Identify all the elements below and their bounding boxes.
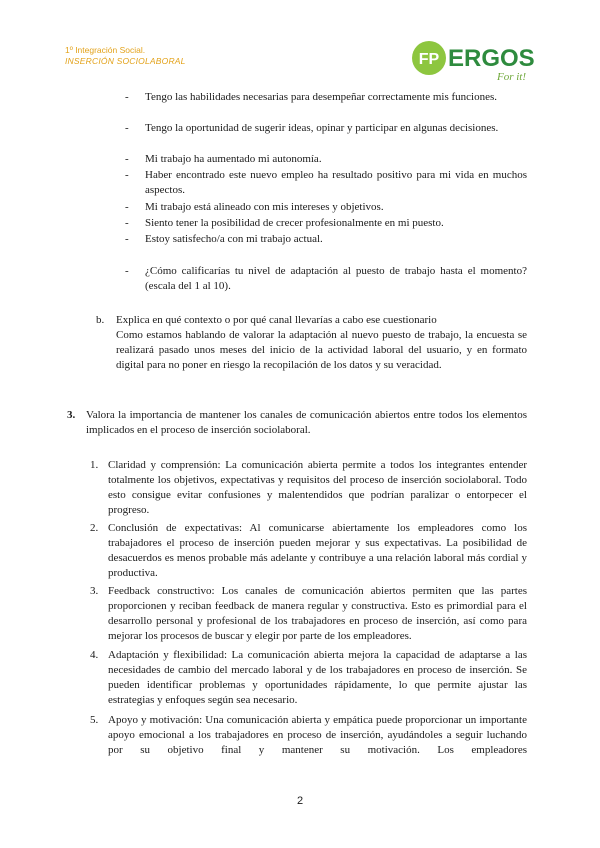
- bullet-text: ¿Cómo calificarías tu nivel de adaptación al puesto de trabajo hasta el momento? (escala del 1 al 10).: [145, 265, 527, 292]
- point-marker: 5.: [90, 714, 99, 726]
- bullet-text: Estoy satisfecho/a con mi trabajo actual.: [145, 233, 323, 245]
- bullet-item: [145, 168, 527, 198]
- bullet-marker: -: [125, 91, 129, 103]
- bullet-item: [145, 152, 527, 167]
- point-text: Apoyo y motivación: Una comunicación abierta y empática puede proporcionar un importante apoyo emocional a los trabajadores en proceso de inserción, ayudándoles a seguir luchando por su objetivo final y mantener su motivación. Los empleadores: [108, 714, 527, 756]
- bullet-item: [145, 121, 527, 136]
- point-text: Claridad y comprensión: La comunicación abierta permite a todos los integrantes entender totalmente los objetivos, expectativas y requisitos del proceso de inserción sociolaboral. Todo esto consigue evitar confusiones y malentendidos que podrían paralizar o entorpecer el progreso.: [108, 459, 527, 516]
- bullet-text: Tengo las habilidades necesarias para desempeñar correctamente mis funciones.: [145, 91, 497, 103]
- header-module: INSERCIÓN SOCIOLABORAL: [65, 56, 186, 66]
- bullet-text: Mi trabajo está alineado con mis intereses y objetivos.: [145, 201, 384, 213]
- bullet-text: Siento tener la posibilidad de crecer profesionalmente en mi puesto.: [145, 217, 444, 229]
- bullet-item: [145, 232, 527, 247]
- bullet-item: [145, 90, 527, 105]
- question-3-number: 3.: [67, 409, 76, 421]
- header-course: 1º Integración Social.: [65, 45, 146, 55]
- document-header: [65, 45, 186, 67]
- logo-tagline-text: For it!: [497, 71, 527, 83]
- section-b-heading: Explica en qué contexto o por qué canal llevarías a cabo ese cuestionario: [116, 314, 437, 326]
- point-text: Conclusión de expectativas: Al comunicarse abiertamente los empleadores como los trabajadores el proceso de inserción pueden mejorar y sus expectativas. La posibilidad de desacuerdos es menos probable más adelante y contribuye a una relación laboral más cordial y productiva.: [108, 522, 527, 579]
- bullet-marker: -: [125, 265, 129, 277]
- bullet-marker: -: [125, 233, 129, 245]
- section-b-body: Como estamos hablando de valorar la adaptación al nuevo puesto de trabajo, la encuesta se realizará pasado unos meses del inicio de la actividad laboral del usuario, y en formato digital para no poner en riesgo la recopilación de los datos y su veracidad.: [116, 329, 527, 371]
- bullet-item: [145, 216, 527, 231]
- bullet-text: Haber encontrado este nuevo empleo ha resultado positivo para mi vida en muchos aspectos.: [145, 169, 527, 196]
- bullet-text: Tengo la oportunidad de sugerir ideas, opinar y participar en algunas decisiones.: [145, 122, 499, 134]
- question-3-text: Valora la importancia de mantener los canales de comunicación abiertos entre todos los elementos implicados en el proceso de inserción sociolaboral.: [86, 409, 527, 436]
- point-text: Adaptación y flexibilidad: La comunicación abierta mejora la capacidad de adaptarse a las necesidades de cambio del mercado laboral y de los trabajadores en proceso de inserción. Se pueden identificar problemas y oportunidades rápidamente, lo que permite ajustar las estrategias y enfoques según sea necesario.: [108, 649, 527, 706]
- bullet-marker: -: [125, 169, 129, 181]
- bullet-item: [145, 264, 527, 294]
- point-text: Feedback constructivo: Los canales de comunicación abiertos permiten que las partes proporcionen y reciban feedback de manera regular y constructiva. Esto es primordial para el desarrollo personal y profesional de los trabajadores en proceso de inserción, así como para mejorar los procesos de buscar y elegir por parte de los empleadores.: [108, 585, 527, 642]
- point-marker: 2.: [90, 522, 99, 534]
- bullet-marker: -: [125, 122, 129, 134]
- ergos-logo: [411, 40, 541, 86]
- point-marker: 3.: [90, 585, 99, 597]
- point-marker: 1.: [90, 459, 99, 471]
- bullet-text: Mi trabajo ha aumentado mi autonomía.: [145, 153, 322, 165]
- page-number: 2: [296, 795, 304, 807]
- logo-name-text: ERGOS: [448, 45, 535, 72]
- point-marker: 4.: [90, 649, 99, 661]
- bullet-marker: -: [125, 217, 129, 229]
- bullet-marker: -: [125, 201, 129, 213]
- bullet-marker: -: [125, 153, 129, 165]
- ergos-logo-image: [411, 40, 541, 86]
- section-b-marker: b.: [96, 314, 105, 326]
- logo-badge-text: FP: [418, 51, 440, 68]
- bullet-item: [145, 200, 527, 215]
